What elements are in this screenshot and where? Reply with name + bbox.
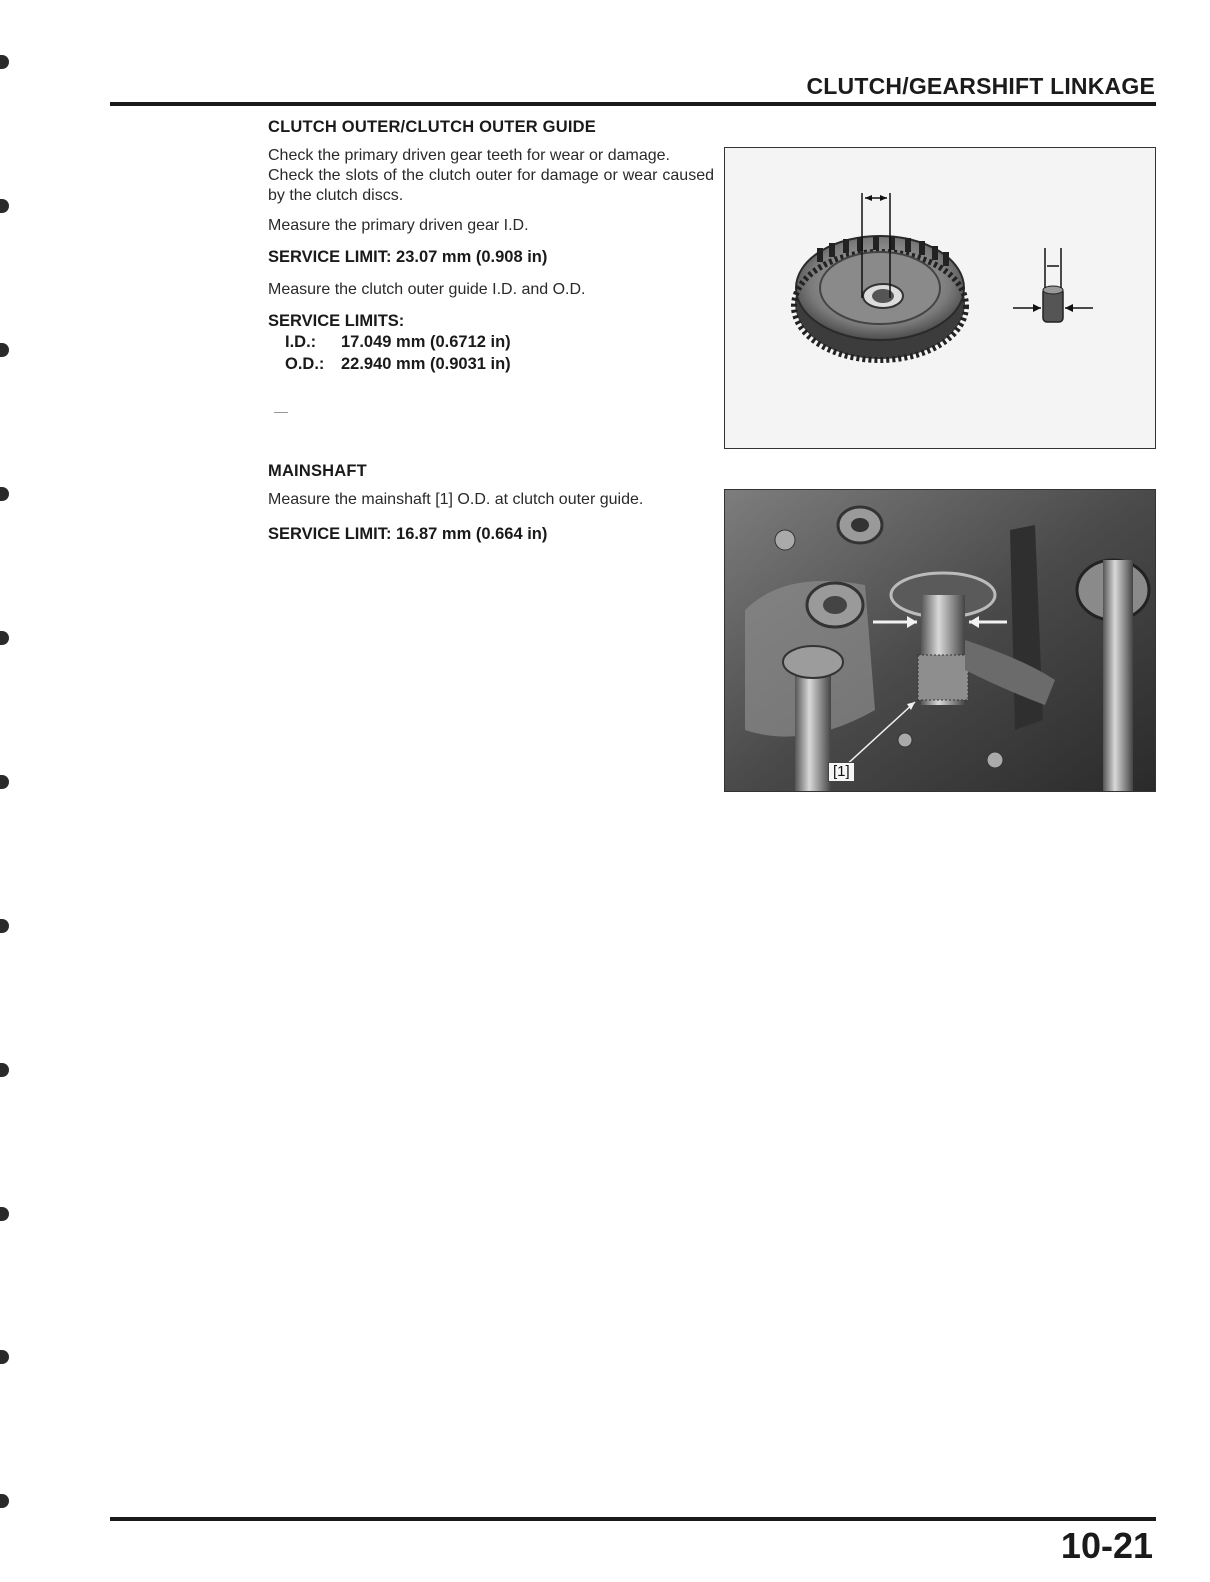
binder-hole bbox=[0, 55, 9, 69]
binder-hole bbox=[0, 1063, 9, 1077]
service-limit-row bbox=[268, 331, 714, 353]
limit-label: I.D.: bbox=[285, 333, 317, 351]
binder-hole bbox=[0, 1350, 9, 1364]
mainshaft-section bbox=[268, 461, 714, 544]
binder-holes bbox=[0, 0, 14, 1582]
binder-hole bbox=[0, 775, 9, 789]
binder-hole bbox=[0, 199, 9, 213]
binder-hole bbox=[0, 487, 9, 501]
mainshaft-photo bbox=[725, 490, 1156, 792]
paragraph: Check the primary driven gear teeth for wear or damage. bbox=[268, 147, 670, 164]
figure-callout: [1] bbox=[828, 762, 855, 782]
binder-hole bbox=[0, 631, 9, 645]
service-limits-heading: SERVICE LIMITS: bbox=[268, 312, 405, 330]
binder-hole bbox=[0, 343, 9, 357]
stray-mark bbox=[274, 412, 288, 413]
clutch-outer-figure bbox=[724, 147, 1156, 449]
limit-value: 17.049 mm (0.6712 in) bbox=[341, 333, 511, 351]
binder-hole bbox=[0, 1494, 9, 1508]
header-rule bbox=[110, 102, 1156, 106]
service-limit: SERVICE LIMIT: 16.87 mm (0.664 in) bbox=[268, 525, 548, 543]
service-limit: SERVICE LIMIT: 23.07 mm (0.908 in) bbox=[268, 248, 548, 266]
limit-value: 22.940 mm (0.9031 in) bbox=[341, 355, 511, 373]
mainshaft-figure bbox=[724, 489, 1156, 792]
limit-label: O.D.: bbox=[285, 355, 325, 373]
section-heading: MAINSHAFT bbox=[268, 462, 367, 480]
binder-hole bbox=[0, 1207, 9, 1221]
clutch-outer-section bbox=[268, 117, 714, 375]
binder-hole bbox=[0, 919, 9, 933]
footer-rule bbox=[110, 1517, 1156, 1521]
service-limit-row bbox=[268, 353, 714, 375]
section-heading: CLUTCH OUTER/CLUTCH OUTER GUIDE bbox=[268, 118, 596, 136]
clutch-outer-illustration bbox=[725, 148, 1156, 449]
page-number: 10-21 bbox=[1060, 1525, 1153, 1566]
paragraph: Measure the clutch outer guide I.D. and O.D. bbox=[268, 281, 586, 298]
paragraph: Check the slots of the clutch outer for damage or wear caused by the clutch discs. bbox=[268, 167, 714, 204]
paragraph: Measure the mainshaft [1] O.D. at clutch outer guide. bbox=[268, 491, 644, 508]
section-title: CLUTCH/GEARSHIFT LINKAGE bbox=[806, 73, 1155, 99]
paragraph: Measure the primary driven gear I.D. bbox=[268, 217, 529, 234]
